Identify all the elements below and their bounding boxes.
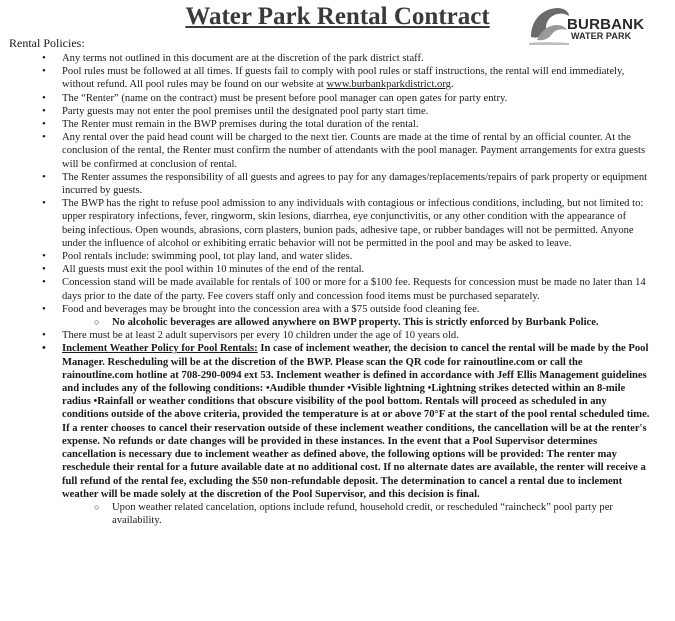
policy-item: • The “Renter” (name on the contract) must be present before pool manager can open gates for party entry. bbox=[0, 92, 650, 105]
policy-item: • The Renter assumes the responsibility of all guests and agrees to pay for any damages/replacements/repairs of park property or equipment incurred by guests. bbox=[0, 171, 650, 197]
policy-item: • The Renter must remain in the BWP premises during the total duration of the rental. bbox=[0, 118, 650, 131]
policy-item: • Any rental over the paid head count will be charged to the next tier. Counts are made at the time of rental by an official counter. At the conclusion of the rental, the Renter must confirm the number of attendants with the pool manager. Payment arrangements for extra guests will be confirmed at conclusion of rental. bbox=[0, 131, 650, 171]
burbank-water-park-logo bbox=[527, 3, 645, 47]
rental-policies-list bbox=[0, 52, 650, 527]
logo-text-burbank: BURBANK bbox=[567, 16, 645, 33]
policy-item: • The BWP has the right to refuse pool admission to any individuals with contagious or infectious conditions, including, but not limited to: upper respiratory infections, fever, ringworm, skin lesions, diarrhea, eye conjunctivitis, or any other condition with the appearance of being infectious. Open wounds, abrasions, corn plasters, bunion pads, adhesive tape, or rubber bandages will not be permitted. Anyone under the influence of alcohol or exhibiting erratic behavior will not be permitted in the pool and may be asked to leave. bbox=[0, 197, 650, 250]
policy-sublist bbox=[62, 316, 650, 329]
policy-item: • All guests must exit the pool within 10 minutes of the end of the rental. bbox=[0, 263, 650, 276]
policy-subitem-alcohol: ○ No alcoholic beverages are allowed anywhere on BWP property. This is strictly enforced by Burbank Police. bbox=[62, 316, 650, 329]
policy-item: • Party guests may not enter the pool premises until the designated pool party start time. bbox=[0, 105, 650, 118]
policy-item: • There must be at least 2 adult supervisors per every 10 children under the age of 10 years old. bbox=[0, 329, 650, 342]
policy-item: • Pool rentals include: swimming pool, tot play land, and water slides. bbox=[0, 250, 650, 263]
policy-item-inclement-weather: • Inclement Weather Policy for Pool Rentals: In case of inclement weather, the decision to cancel the rental will be made by the Pool Manager. Rescheduling will be at the discretion of the BWP. Please scan the QR code for rainoutline.com or call the rainoutline.com hotline at 708-290-0094 ext 53. Inclement weather is defined in accordance with Jeff Ellis Management guidelines and includes any of the following conditions: •Audible thunder •Visible lightning •Lightning strikes detected within an 8-mile radius •Rainfall or weather conditions that obscure visibility of the pool bottom. Rentals will proceed as scheduled in any conditions outside of the above criteria, provided the temperature is at or above 70°F at the start of the pool rental scheduled time. If a renter chooses to cancel their reservation outside of these inclement weather conditions, the cancellation will be at the renter's expense. No refunds or date changes will be provided in these instances. In the event that a Pool Supervisor determines cancellation is necessary due to inclement weather as defined above, the following options will be provided: The renter may reschedule their rental for a future available date at no additional cost. If no alternate dates are available, the renter will receive a full refund of the rental fee, excluding the $50 non-refundable deposit. The determination to cancel a rental due to inclement weather will be made solely at the discretion of the Pool Supervisor, and this decision is final. ○ Upon weather related cancelation, options include refund, household credit, or rescheduled “raincheck” pool party per availability. bbox=[0, 342, 650, 527]
document-title: Water Park Rental Contract bbox=[185, 3, 490, 30]
policy-item: • Concession stand will be made available for rentals of 100 or more for a $100 fee. Requests for concession must be made no later than 14 days prior to the date of the party. Fee covers staff only and concession food items must be purchased separately. bbox=[0, 276, 650, 302]
website-link[interactable]: www.burbankparkdistrict.org bbox=[326, 79, 451, 91]
policy-item: • Food and beverages may be brought into the concession area with a $75 outside food cleaning fee. ○ No alcoholic beverages are allowed anywhere on BWP property. This is strictly enforced by Burbank Police. bbox=[0, 303, 650, 329]
policy-item: • Any terms not outlined in this document are at the discretion of the park district staff. bbox=[0, 52, 650, 65]
wave-logo-icon bbox=[527, 3, 571, 47]
inclement-weather-heading: Inclement Weather Policy for Pool Rentals: bbox=[62, 343, 258, 355]
logo-text-water-park: WATER PARK bbox=[571, 31, 632, 41]
rental-policies-label: Rental Policies: bbox=[9, 36, 85, 50]
policy-subitem-cancelation: ○ Upon weather related cancelation, options include refund, household credit, or rescheduled “raincheck” pool party per availability. bbox=[62, 501, 650, 527]
policy-item: • Pool rules must be followed at all times. If guests fail to comply with pool rules or staff instructions, the rental will end immediately, without refund. All pool rules may be found on our website at www.burbankparkdistrict.org. bbox=[0, 65, 650, 91]
policy-sublist bbox=[62, 501, 650, 527]
